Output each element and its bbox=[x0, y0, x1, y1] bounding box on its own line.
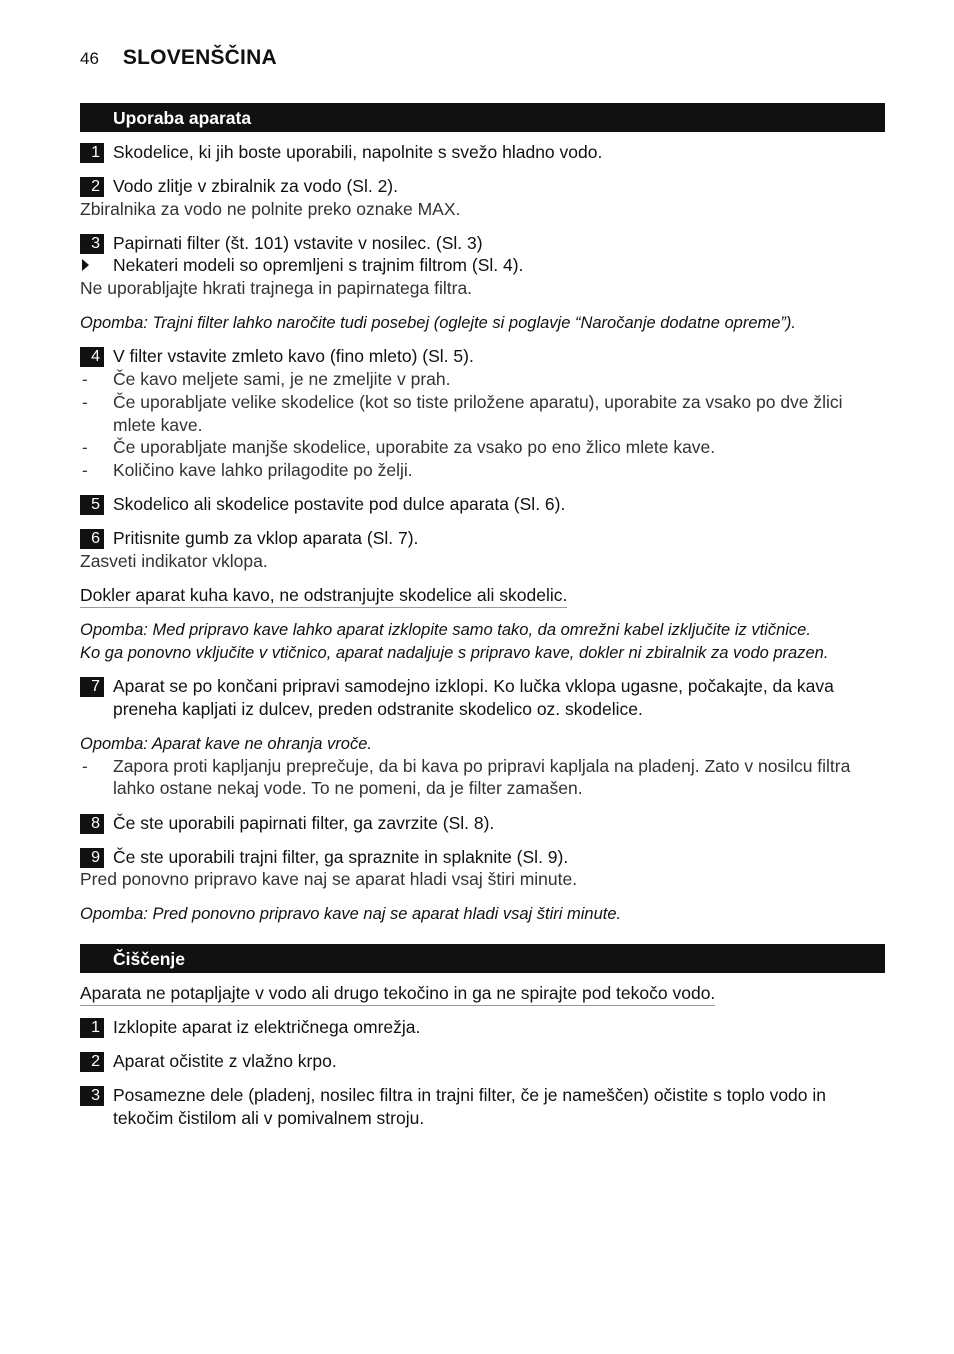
step-1-text: Skodelice, ki jih boste uporabili, napolnite s svežo hladno vodo. bbox=[113, 142, 603, 162]
step-5-text: Skodelico ali skodelice postavite pod dulce aparata (Sl. 6). bbox=[113, 494, 566, 514]
step-2-text: Vodo zlitje v zbiralnik za vodo (Sl. 2). bbox=[113, 176, 398, 196]
step-4-dash-1: Če kavo meljete sami, je ne zmeljite v prah. bbox=[113, 369, 451, 389]
step-7-text-a: Aparat se po končani pripravi samodejno izklopi. Ko lučka vklopa ugasne, počakajte, da kava bbox=[113, 676, 834, 696]
note-switch-off-b: Ko ga ponovno vključite v vtičnico, aparat nadaljuje s pripravo kave, dokler ni zbiralnik za vodo prazen. bbox=[80, 644, 829, 662]
cleaning-step-3-text-b: tekočim čistilom ali v pomivalnem stroju. bbox=[113, 1108, 425, 1128]
step-6-text: Pritisnite gumb za vklop aparata (Sl. 7). bbox=[113, 528, 419, 548]
step-number-4: 4 bbox=[80, 347, 104, 367]
step-number-1: 1 bbox=[80, 143, 104, 163]
section-heading-cleaning: Čiščenje bbox=[80, 944, 885, 973]
warning-cups-text: Dokler aparat kuha kavo, ne odstranjujte skodelice ali skodelic. bbox=[80, 585, 567, 608]
step-2-note: Zbiralnika za vodo ne polnite preko oznake MAX. bbox=[80, 199, 461, 219]
step-number-2: 2 bbox=[80, 177, 104, 197]
step-number-3: 3 bbox=[80, 234, 104, 254]
drip-stop-text-a: Zapora proti kapljanju preprečuje, da bi kava po pripravi kapljala na pladenj. Zato v nosilcu filtra bbox=[113, 756, 851, 776]
step-9-note: Pred ponovno pripravo kave naj se aparat hladi vsaj štiri minute. bbox=[80, 869, 578, 889]
step-number-7: 7 bbox=[80, 677, 104, 697]
warning-water-text: Aparata ne potapljajte v vodo ali drugo tekočino in ga ne spirajte pod tekočo vodo. bbox=[80, 983, 715, 1006]
step-number-6: 6 bbox=[80, 529, 104, 549]
dash-marker: - bbox=[82, 461, 88, 480]
cleaning-step-2-text: Aparat očistite z vlažno krpo. bbox=[113, 1051, 337, 1071]
dash-marker: - bbox=[82, 393, 88, 412]
cleaning-step-number-3: 3 bbox=[80, 1086, 104, 1106]
step-3-note: Ne uporabljajte hkrati trajnega in papirnatega filtra. bbox=[80, 278, 473, 298]
warning-cups bbox=[80, 584, 567, 607]
step-3-bullet-text: Nekateri modeli so opremljeni s trajnim filtrom (Sl. 4). bbox=[113, 255, 524, 275]
cleaning-step-number-1: 1 bbox=[80, 1018, 104, 1038]
step-4-dash-3: Če uporabljate manjše skodelice, uporabite za vsako po eno žlico mlete kave. bbox=[113, 437, 716, 457]
section-heading-usage: Uporaba aparata bbox=[80, 103, 885, 132]
language-title: SLOVENŠČINA bbox=[122, 46, 277, 69]
step-number-9: 9 bbox=[80, 848, 104, 868]
step-4-dash-2a: Če uporabljate velike skodelice (kot so tiste priložene aparatu), uporabite za vsako po dve žlici bbox=[113, 392, 843, 412]
cleaning-step-number-2: 2 bbox=[80, 1052, 104, 1072]
note-cool-down: Opomba: Pred ponovno pripravo kave naj se aparat hladi vsaj štiri minute. bbox=[80, 905, 622, 923]
drip-stop-text-b: lahko ostane nekaj vode. To ne pomeni, da je filter zamašen. bbox=[113, 778, 583, 798]
bullet-icon bbox=[82, 259, 89, 271]
step-7-text-b: preneha kapljati iz dulcev, preden odstranite skodelico oz. skodelice. bbox=[113, 699, 643, 719]
cleaning-step-3-text-a: Posamezne dele (pladenj, nosilec filtra in trajni filter, če je nameščen) očistite s toplo vodo in bbox=[113, 1085, 827, 1105]
step-number-8: 8 bbox=[80, 814, 104, 834]
note-not-hot: Opomba: Aparat kave ne ohranja vroče. bbox=[80, 735, 372, 753]
step-6-note: Zasveti indikator vklopa. bbox=[80, 551, 268, 571]
page-number: 46 bbox=[80, 49, 99, 68]
step-4-text: V filter vstavite zmleto kavo (fino mleto) (Sl. 5). bbox=[113, 346, 474, 366]
dash-marker: - bbox=[82, 370, 88, 389]
dash-marker: - bbox=[82, 438, 88, 457]
warning-water bbox=[80, 982, 715, 1005]
step-4-dash-4: Količino kave lahko prilagodite po želji. bbox=[113, 460, 413, 480]
note-permanent-filter: Opomba: Trajni filter lahko naročite tudi posebej (oglejte si poglavje “Naročanje dodatne opreme”). bbox=[80, 314, 796, 332]
step-3-text: Papirnati filter (št. 101) vstavite v nosilec. (Sl. 3) bbox=[113, 233, 483, 253]
step-8-text: Če ste uporabili papirnati filter, ga zavrzite (Sl. 8). bbox=[113, 813, 495, 833]
note-switch-off-a: Opomba: Med pripravo kave lahko aparat izklopite samo tako, da omrežni kabel izključite iz vtičnice. bbox=[80, 621, 811, 639]
page-header bbox=[80, 46, 277, 70]
cleaning-step-1-text: Izklopite aparat iz električnega omrežja. bbox=[113, 1017, 421, 1037]
step-9-text: Če ste uporabili trajni filter, ga spraznite in splaknite (Sl. 9). bbox=[113, 847, 569, 867]
step-4-dash-2b: mlete kave. bbox=[113, 415, 203, 435]
dash-marker: - bbox=[82, 757, 88, 776]
step-number-5: 5 bbox=[80, 495, 104, 515]
